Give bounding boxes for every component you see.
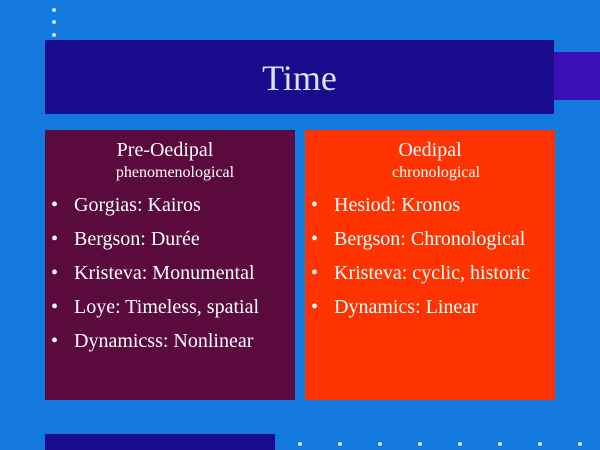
decor-dot [578,442,582,446]
right-list [305,192,555,328]
decor-dot [418,442,422,446]
left-heading: Pre-Oedipal [116,139,214,161]
decor-dot [298,442,302,446]
list-item: • Kristeva: cyclic, historic [305,260,555,286]
decor-dot [52,33,56,37]
right-subheading: chronological [392,164,480,181]
right-heading: Oedipal [398,139,462,161]
left-subheading: phenomenological [115,164,235,181]
decor-dot [458,442,462,446]
left-panel [45,130,295,400]
list-item: • Bergson: Chronological [305,226,555,252]
decor-dot [52,8,56,12]
list-item: • Dynamics: Linear [305,294,555,320]
left-list [45,192,295,362]
slide-title: Time [262,58,337,98]
list-item: • Kristeva: Monumental [45,260,295,286]
list-item: • Loye: Timeless, spatial [45,294,295,320]
list-item: • Dynamicss: Nonlinear [45,328,295,354]
right-panel [305,130,555,400]
list-item: • Bergson: Durée [45,226,295,252]
list-item: • Hesiod: Kronos [305,192,555,218]
decor-dot [338,442,342,446]
decor-dot [498,442,502,446]
bottom-bar [45,434,275,450]
decor-dot [52,20,56,24]
list-item: • Gorgias: Kairos [45,192,295,218]
decor-dot [378,442,382,446]
title-bar [45,40,554,114]
decor-dot [538,442,542,446]
title-accent-block [554,52,600,100]
